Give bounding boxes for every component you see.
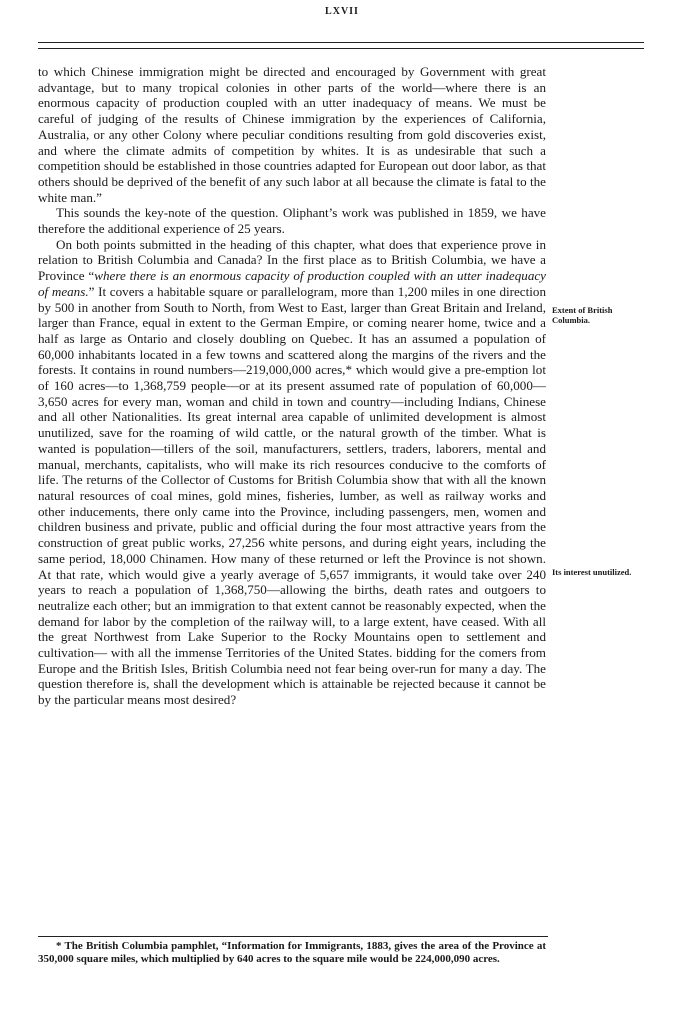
paragraph-3-text-b: ” It covers a habitable square or parallelogram, more than 1,200 miles in one direction by 500 in another from South to North, from West to East, larger than Great Britain and Ireland, larger than France, equal in extent to the German Empire, or coming nearer home, twice and a half as large as Ontario and closely doubling on Quebec. It has an assumed a population of 60,000 inhabitants located in a few towns and scattered along the margins of the rivers and the forests. It contains in round numbers—219,000,000 acres,* which would give a pre-emption lot of 160 acres—to 1,368,759 people—or at its present assumed rate of population of 60,000—3,650 acres for every man, woman and child in town and country—including Indians, Chinese and all other Nationalities. Its great internal area capable of unlimited development is almost unutilized, save for the roaming of wild cattle, or the natural growth of the timber. What is wanted is population—tillers of the soil, manufacturers, settlers, traders, laborers, mental and manual, merchants, capitalists, who will make its rich resources conducive to the comforts of life. The returns of the Collector of Customs for British Columbia show that with all the known natural resources of coal mines, gold mines, fisheries, lumber, as well as railway works and other inducements, there only came into the Province, including passengers, men, women and children business and private, public and official during the four most attractive years from the construction of great public works, 27,256 white persons, and during eight years, including the same period, 18,000 Chinamen. How many of these returned or left the Province is not shown. At that rate, which would give a yearly average of 5,657 immigrants, it would take over 240 years to reach a population of 1,368,750—allowing the births, death rates and outgoers to neutralize each other; but an immigration to that extent cannot be reasonably expected, when the demand for labor by the completion of the railway will, to a large extent, have ceased. With all the great Northwest from Lake Superior to the Rocky Mountains open to settlement and cultivation— with all the immense Territories of the United States. bidding for the comers from Europe and the British Isles, British Columbia need not fear being over-run for many a day. The question therefore is, shall the development which is attainable be rejected because it cannot be by the particular means most desired? bbox=[38, 283, 546, 708]
header-rule-bottom bbox=[38, 48, 644, 49]
paragraph-3-text-a: On both points submitted in the heading of this chapter, what does that experience prove in relation to British Columbia and Canada? In the first place as to British Columbia, we have a Province “ bbox=[38, 236, 546, 284]
page-number: LXVII bbox=[325, 6, 359, 17]
paragraph-3-italic-quote: where there is an enormous capacity of production coupled with an utter inadequacy of means. bbox=[38, 268, 546, 299]
body-text bbox=[38, 64, 546, 708]
footnote-rule bbox=[38, 936, 548, 937]
paragraph-2-text: This sounds the key-note of the question. Oliphant’s work was published in 1859, we have therefore the additional experience of 25 years. bbox=[38, 205, 546, 237]
paragraph-2 bbox=[38, 205, 546, 236]
paragraph-1-text: to which Chinese immigration might be directed and encouraged by Government with great advantage, but to many tropical colonies in other parts of the world—where there is an enormous capacity of production coupled with an utter inadequacy of means. We must be careful of judging of the results of Chinese immigration by the experiences of California, Australia, or any other Colony where peculiar conditions resulting from gold discoveries exist, and where the climate admits of competition by whites. It is as undesirable that such a competition should be established in those countries adapted for European out door labor, as that others should be deprived of the benefit of any such labor at all because the climate is fatal to the white man.” bbox=[38, 64, 546, 205]
margin-note-interest: Its interest unutilized. bbox=[552, 567, 632, 577]
footnote: * The British Columbia pamphlet, “Information for Immigrants, 1883, gives the area of the Province at 350,000 square miles, which multiplied by 640 acres to the square mile would be 224,000,090 acres. bbox=[38, 940, 546, 965]
header-rule-top bbox=[38, 42, 644, 43]
paragraph-3 bbox=[38, 237, 546, 708]
margin-note-extent: Extent of British Columbia. bbox=[552, 305, 613, 325]
paragraph-1 bbox=[38, 64, 546, 205]
